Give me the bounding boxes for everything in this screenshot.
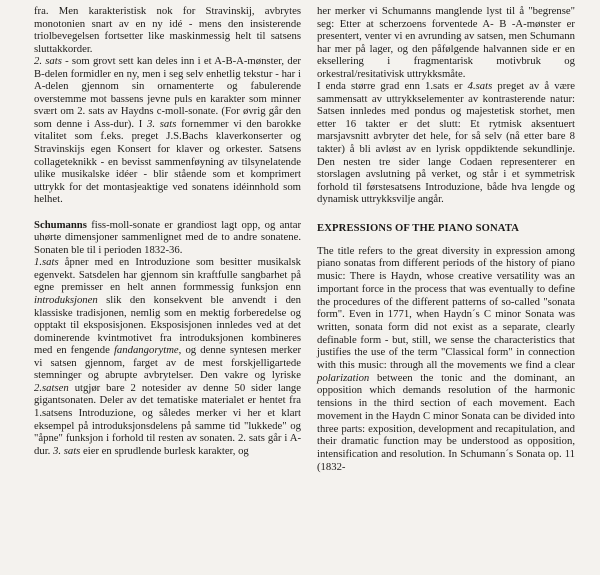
- italic-text: 2.satsen: [34, 381, 69, 394]
- italic-text: introduksjonen: [34, 294, 98, 307]
- text: her merker vi Schumanns manglende lyst til å "begrense" seg: Etter at scherzoens forventede A- B -A-mønster er presentert, venter vi en avrunding av satsen, men Schumann har mer på lager, og den påfølgende halvannen side er en eksellering i fragmentarisk motivbruk og orkestral/resitativisk uttrykksmåte.: [317, 5, 575, 80]
- italic-text: 4.sats: [467, 80, 493, 93]
- italic-text: polarization: [317, 371, 370, 384]
- italic-text: 2. sats: [34, 55, 62, 68]
- spacer: [317, 206, 575, 222]
- paragraph-stravinsky-ending: [34, 5, 301, 55]
- section-heading: EXPRESSIONS OF THE PIANO SONATA: [317, 222, 520, 234]
- text: slik den konsekvent ble anvendt i den klassiske tradisjonen, nemlig som en mektig forberedelse og opptakt til eksposisjonen. Eksposisjonen innledes ved at det dominerende kvintmotivet fra introduksjonen kombineres med en fengende: [34, 294, 301, 357]
- text: - som grovt sett kan deles inn i et A-B-A-mønster, der B-delen formidler en ny, men i seg selv enhetlig tekstur - har i A-delen gjennom sin ornamenterte og fabulerende overstemme mot bassens jevne puls en karakter som minner svært om 2. sats av Haydns c-moll-sonate. (For øvrig går den som denne i Ass-dur). I: [34, 55, 301, 130]
- italic-text: 3. sats: [147, 117, 177, 130]
- text: utgjør bare 2 notesider av denne 50 sider lange gigantsonaten. Deler av det tematiske materialet er hentet fra 1.satsens Introduzione, og således merker vi her et klart eksempel på introduksjonsdelens på samme tid "lukkede" og "åpne" funksjon i forhold til resten av sonaten. 2. sats går i A-dur.: [34, 381, 301, 457]
- bold-lead: Schumanns: [34, 218, 87, 231]
- italic-text: fandangorytme: [113, 344, 179, 357]
- paragraph-schumann-finale: [317, 80, 575, 205]
- paragraph-schumann-movements: [34, 256, 301, 457]
- italic-text: 3. sats: [53, 444, 81, 457]
- text: fiss-moll-sonate er grandiost lagt opp, og antar uhørte dimensjoner sammenlignet med de to andre sonatene. Sonaten ble til i perioden 1832-36.: [34, 218, 301, 256]
- text: åpner med en Introduzione som besitter musikalsk egenvekt. Satsdelen har gjennom sin kraftfulle sangbarhet på egne premisser en helt annen formmessig funksjon enn: [34, 256, 301, 294]
- left-column: [34, 5, 301, 457]
- italic-text: 1.sats: [34, 256, 59, 269]
- english-section: [317, 245, 575, 474]
- text: fra. Men karakteristisk nok for Stravinskij, avbrytes monotonien snart av en ny idé - mens den insisterende triolbevegelsen fortsetter like maskinmessig helt til satsens sluttakkorder.: [34, 5, 301, 55]
- text: , og denne syntesen merker vi satsen gjennom, farget av de mest forskjelligartede stemninger og abrupte avbrytelser. Den vakre og lyriske: [34, 344, 302, 382]
- paragraph-schumann-intro: [34, 219, 301, 257]
- text: The title refers to the great diversity in expression among piano sonatas from different periods of the history of piano music: There is Haydn, whose creative versatility was an important force in the process that was eventually to define the procedures of the different patterns of so-called "sonata form". Even in 1771, when Haydn´s C minor Sonata was written, sonata form did not exist as a separate, clearly definable form - but, still, we sense the characteristics that justifies the use of the term "Classical form" in connection with this music: through all the movements we find a clear: [317, 244, 575, 372]
- paragraph-stravinsky-movements: [34, 55, 301, 206]
- right-column: [317, 5, 575, 473]
- paragraph-english: [317, 245, 575, 474]
- text: eier en sprudlende burlesk karakter, og: [80, 444, 249, 457]
- spacer: [317, 235, 575, 245]
- text: fornemmer vi den barokke vitalitet som f.eks. preget J.S.Bachs klaverkonserter og Stravinskijs egen Konsert for klaver og orkester. Satsens collageteknikk - en bevisst sammenføyning av tilsynelatende ulike musikalske idéer - blir stående som et komprimert uttrykk for det montasjeaktige ved sonatens idéinnhold som helhet.: [34, 117, 301, 206]
- text: preget av å være sammensatt av uttrykkselementer av kontrasterende natur: Satsen innledes med pondus og majestetisk storhet, men etter 16 takter er det slutt: Et rytmisk aksentuert marsjavsnitt avbryter det hele, for så selv (nå etter bare 8 takter) å bli avløst av en lyrisk oppdiktende sekundlinje. Den nesten tre sider lange Codaen representerer en storslagen avslutning på verket, og står i et symmetrisk forhold til førstesatsens Introduzione, både hva lengde og dynamisk uttrykksvilje angår.: [317, 80, 576, 206]
- paragraph-schumann-scherzo: [317, 5, 575, 80]
- text: I enda større grad enn 1.sats er: [317, 80, 468, 93]
- spacer: [34, 206, 301, 219]
- text: between the tonic and the dominant, an opposition which demands resolution of the harmonic tensions in the third section of each movement. Each movement in the Haydn C minor Sonata can be divided into three parts: exposition, development and recapitulation, and their dramatic function may be understood as opposition, intensification and resolution. In Schumann´s Sonata op. 11 (1832-: [317, 371, 575, 473]
